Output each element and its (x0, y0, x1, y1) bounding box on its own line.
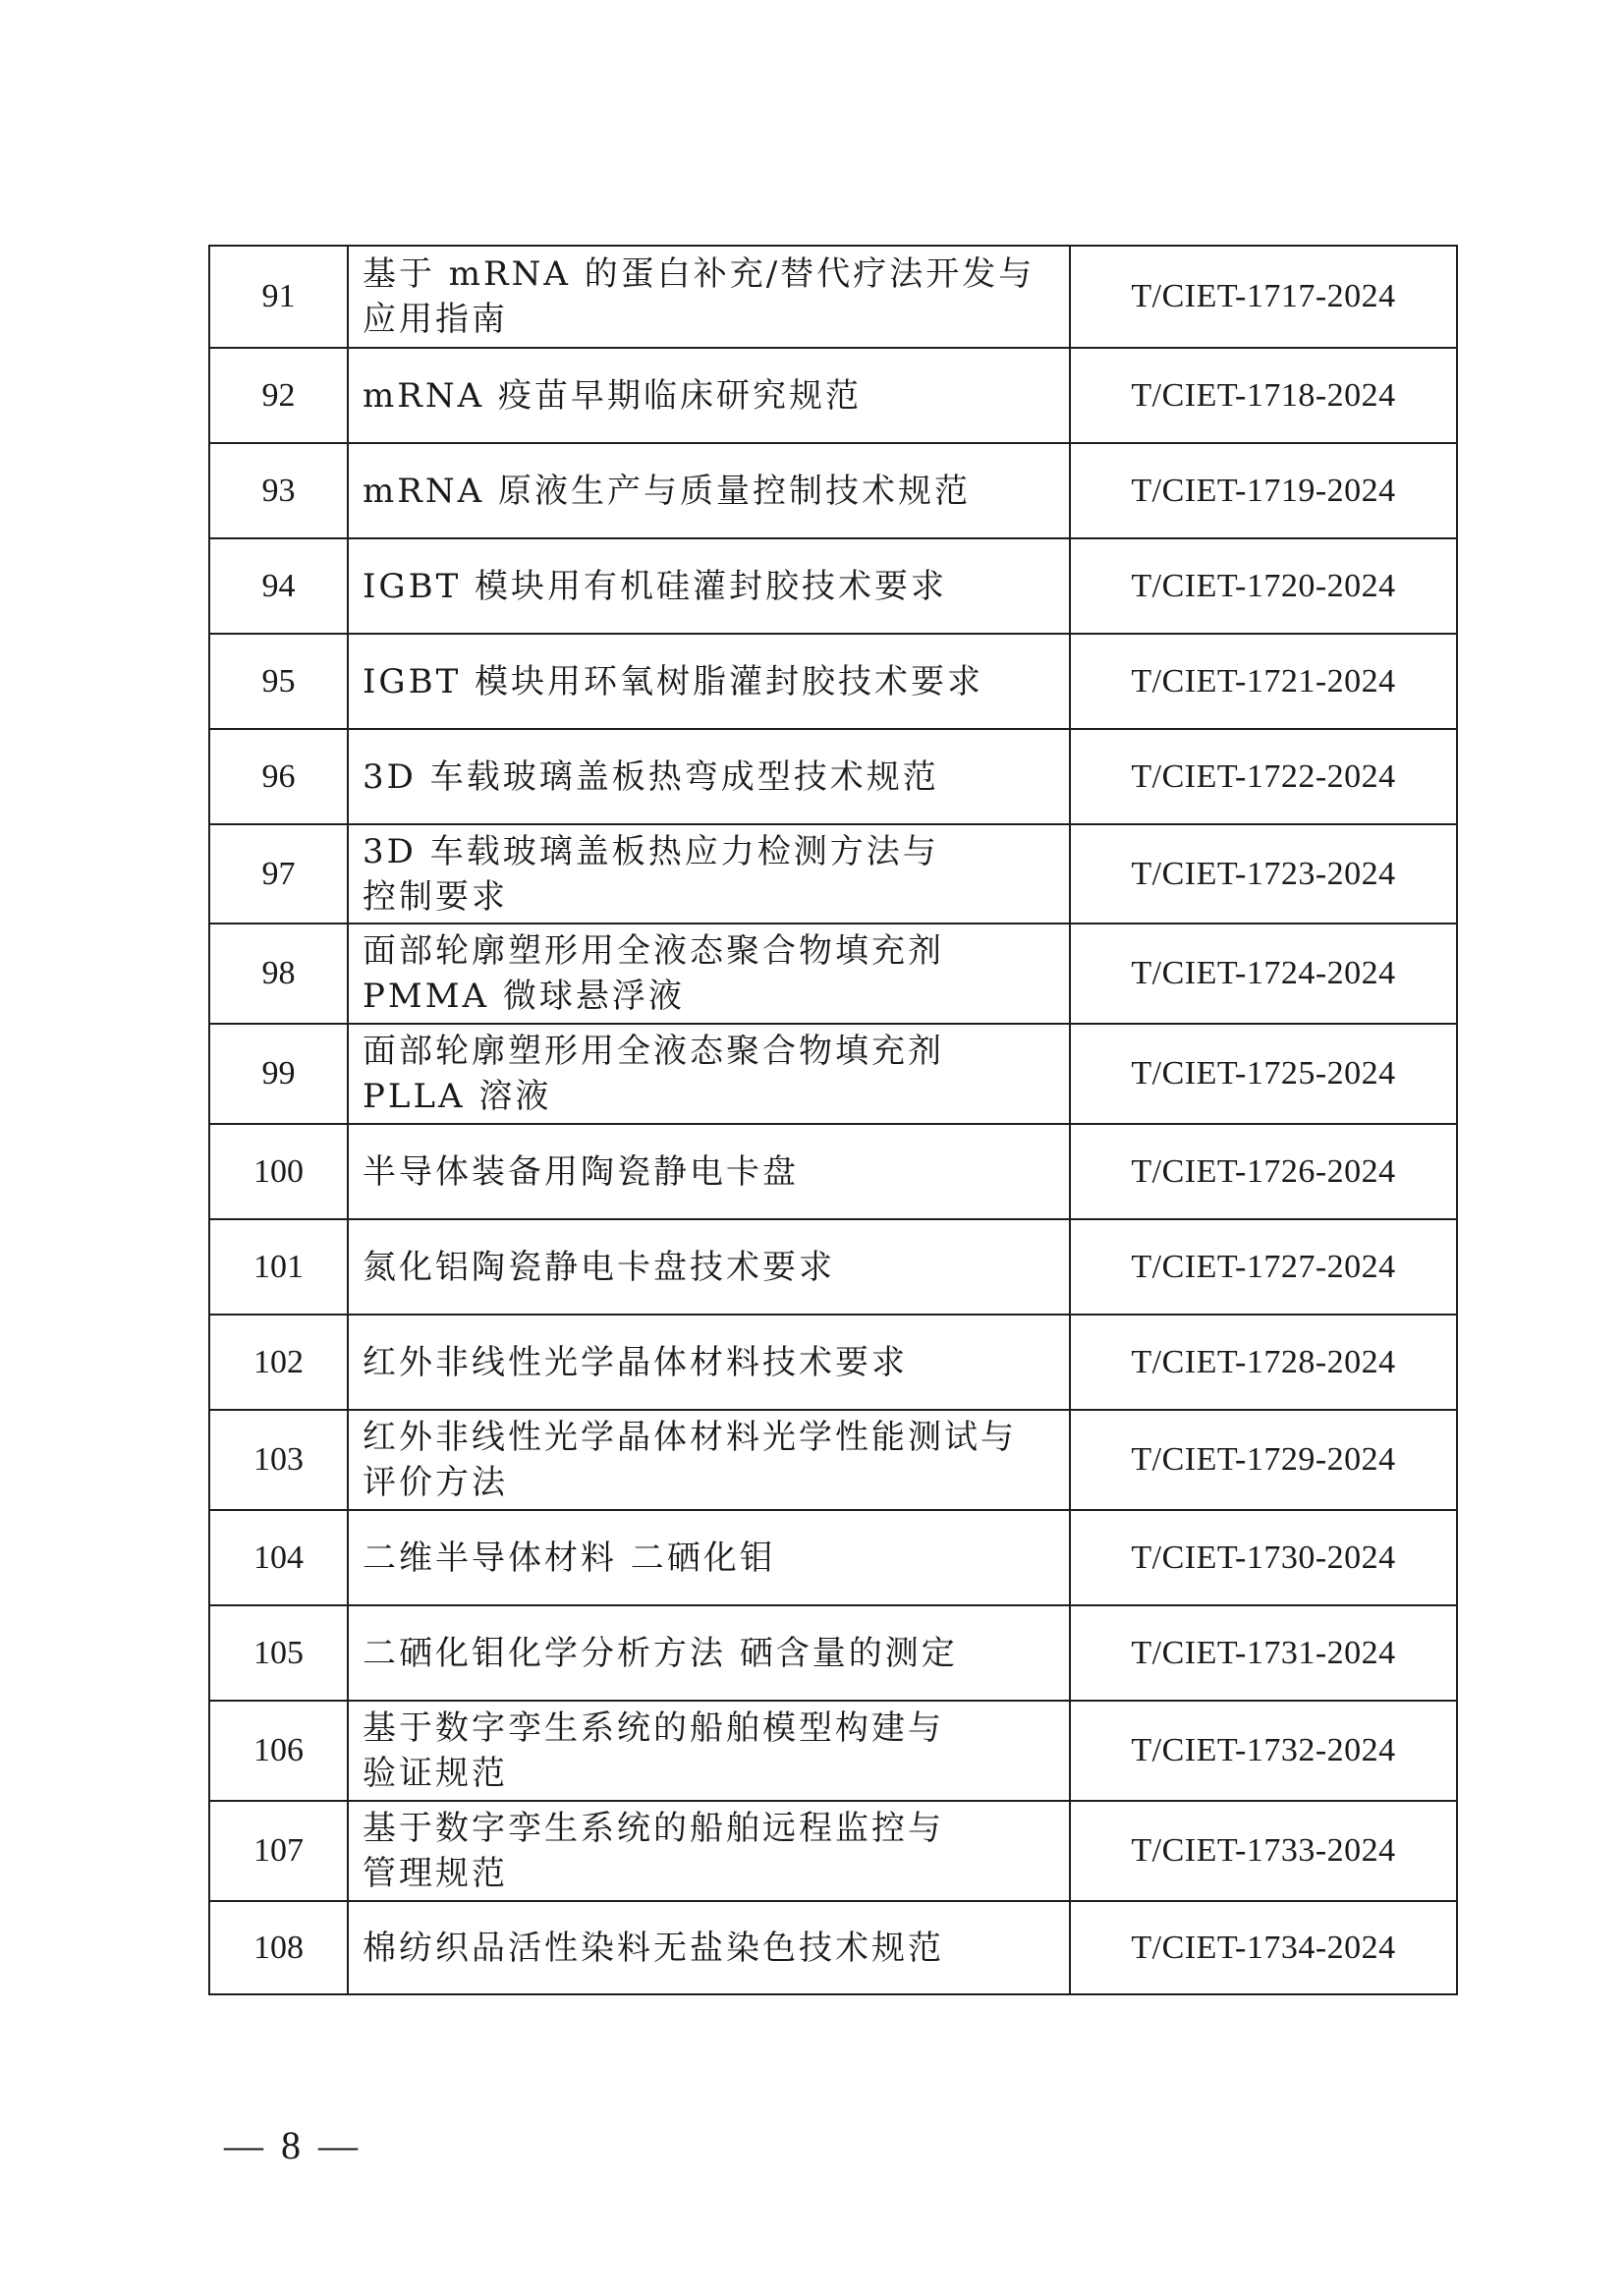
row-number: 102 (209, 1315, 348, 1410)
standard-code: T/CIET-1732-2024 (1070, 1701, 1457, 1801)
standard-code: T/CIET-1726-2024 (1070, 1124, 1457, 1219)
table-row (209, 1701, 1457, 1801)
row-number: 103 (209, 1410, 348, 1510)
standard-name-line: mRNA 疫苗早期临床研究规范 (363, 375, 862, 416)
row-number: 100 (209, 1124, 348, 1219)
table-row (209, 1410, 1457, 1510)
standard-code: T/CIET-1727-2024 (1070, 1219, 1457, 1315)
standard-name-line: PMMA 微球悬浮液 (363, 977, 685, 1016)
table-row (209, 729, 1457, 824)
table-row (209, 1124, 1457, 1219)
row-number: 96 (209, 729, 348, 824)
row-number: 91 (209, 246, 348, 348)
table-row (209, 538, 1457, 634)
standard-name (348, 1124, 1070, 1219)
standard-code: T/CIET-1723-2024 (1070, 824, 1457, 924)
standard-name-line: mRNA 原液生产与质量控制技术规范 (363, 471, 971, 511)
standard-name (348, 824, 1070, 924)
row-number: 97 (209, 824, 348, 924)
standard-name-line: 红外非线性光学晶体材料技术要求 (363, 1342, 908, 1382)
standard-name-line: 控制要求 (363, 876, 508, 917)
standard-name (348, 1605, 1070, 1701)
table-row (209, 348, 1457, 443)
standard-code: T/CIET-1724-2024 (1070, 924, 1457, 1024)
standard-code: T/CIET-1734-2024 (1070, 1901, 1457, 1994)
standard-name-line: 基于数字孪生系统的船舶模型构建与 (363, 1708, 944, 1748)
row-number: 94 (209, 538, 348, 634)
table-row (209, 246, 1457, 348)
standard-name-line: 管理规范 (363, 1854, 508, 1893)
standard-name (348, 924, 1070, 1024)
standards-table-body (209, 246, 1457, 1994)
table-row (209, 1605, 1457, 1701)
standard-name (348, 634, 1070, 729)
table-row (209, 924, 1457, 1024)
table-row (209, 634, 1457, 729)
row-number: 108 (209, 1901, 348, 1994)
standard-code: T/CIET-1731-2024 (1070, 1605, 1457, 1701)
standard-name-line: 基于 mRNA 的蛋白补充/替代疗法开发与 (363, 254, 1036, 294)
standard-name (348, 729, 1070, 824)
standard-name-line: 半导体装备用陶瓷静电卡盘 (363, 1151, 799, 1192)
standard-name-line: 评价方法 (363, 1463, 508, 1502)
standard-name (348, 443, 1070, 538)
table-row (209, 1510, 1457, 1605)
standard-name-line: 应用指南 (363, 300, 508, 339)
table-row (209, 1024, 1457, 1124)
standard-code: T/CIET-1717-2024 (1070, 246, 1457, 348)
standard-code: T/CIET-1719-2024 (1070, 443, 1457, 538)
standard-name (348, 1701, 1070, 1801)
row-number: 101 (209, 1219, 348, 1315)
standard-name (348, 1901, 1070, 1994)
standards-table (208, 245, 1458, 1995)
standard-name (348, 1024, 1070, 1124)
standard-name-line: 基于数字孪生系统的船舶远程监控与 (363, 1809, 944, 1848)
standard-code: T/CIET-1729-2024 (1070, 1410, 1457, 1510)
standard-code: T/CIET-1720-2024 (1070, 538, 1457, 634)
standard-name (348, 1510, 1070, 1605)
standard-name-line: 红外非线性光学晶体材料光学性能测试与 (363, 1418, 1017, 1457)
standard-name (348, 1219, 1070, 1315)
row-number: 95 (209, 634, 348, 729)
standard-code: T/CIET-1721-2024 (1070, 634, 1457, 729)
standard-name (348, 1801, 1070, 1901)
standard-name (348, 246, 1070, 348)
standard-name-line: 二维半导体材料 二硒化钼 (363, 1538, 776, 1578)
standard-name (348, 1410, 1070, 1510)
standard-name-line: 面部轮廓塑形用全液态聚合物填充剂 (363, 1032, 944, 1071)
row-number: 98 (209, 924, 348, 1024)
standard-name-line: IGBT 模块用有机硅灌封胶技术要求 (363, 566, 948, 606)
standard-name-line: 氮化铝陶瓷静电卡盘技术要求 (363, 1247, 835, 1287)
row-number: 99 (209, 1024, 348, 1124)
table-row (209, 1315, 1457, 1410)
page-number: — 8 — (224, 2123, 362, 2167)
standard-name-line: IGBT 模块用环氧树脂灌封胶技术要求 (363, 661, 984, 701)
standard-name-line: 棉纺织品活性染料无盐染色技术规范 (363, 1928, 944, 1968)
standard-code: T/CIET-1718-2024 (1070, 348, 1457, 443)
standard-code: T/CIET-1722-2024 (1070, 729, 1457, 824)
standard-name-line: 3D 车载玻璃盖板热应力检测方法与 (363, 831, 939, 871)
standard-name (348, 348, 1070, 443)
table-row (209, 824, 1457, 924)
standard-name-line: 面部轮廓塑形用全液态聚合物填充剂 (363, 931, 944, 971)
table-row (209, 1219, 1457, 1315)
table-row (209, 1901, 1457, 1994)
table-row (209, 1801, 1457, 1901)
standard-name-line: 验证规范 (363, 1754, 508, 1793)
table-row (209, 443, 1457, 538)
standard-name-line: PLLA 溶液 (363, 1077, 552, 1116)
row-number: 107 (209, 1801, 348, 1901)
standard-code: T/CIET-1725-2024 (1070, 1024, 1457, 1124)
standard-code: T/CIET-1728-2024 (1070, 1315, 1457, 1410)
standard-name (348, 1315, 1070, 1410)
row-number: 104 (209, 1510, 348, 1605)
row-number: 92 (209, 348, 348, 443)
standard-name-line: 3D 车载玻璃盖板热弯成型技术规范 (363, 756, 939, 797)
row-number: 105 (209, 1605, 348, 1701)
row-number: 106 (209, 1701, 348, 1801)
standard-code: T/CIET-1730-2024 (1070, 1510, 1457, 1605)
standard-name (348, 538, 1070, 634)
standard-code: T/CIET-1733-2024 (1070, 1801, 1457, 1901)
standard-name-line: 二硒化钼化学分析方法 硒含量的测定 (363, 1633, 958, 1673)
row-number: 93 (209, 443, 348, 538)
